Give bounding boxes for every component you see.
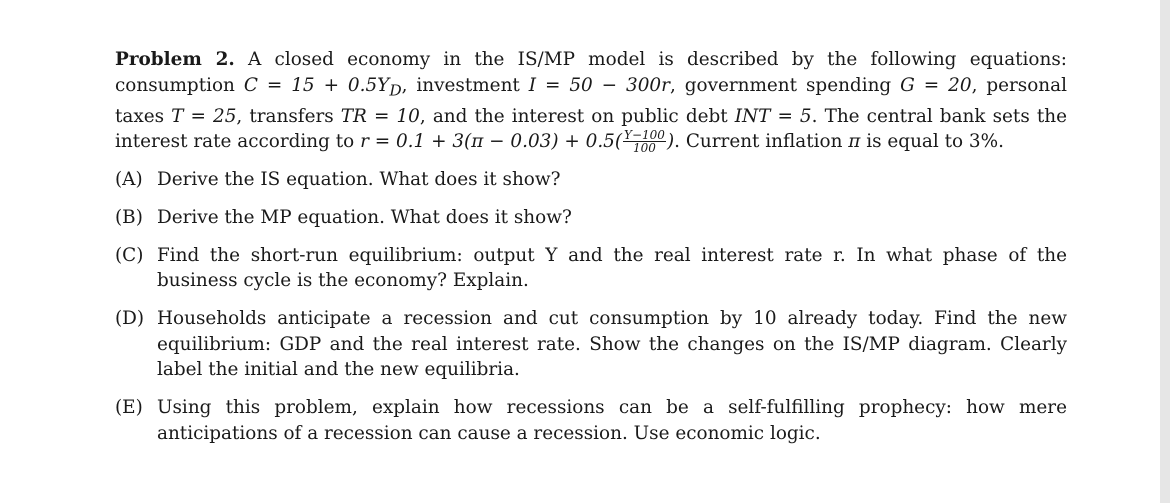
part-label: (A) [115,168,143,190]
interest-text: , and the interest on public debt [419,105,728,127]
fraction-numerator: Y−100 [624,127,665,142]
inflation-text: . Current inflation [674,131,843,153]
central-bank-text: . The central bank sets the interest rate according to [115,105,1067,153]
investment-equation: I = 50 − 300r [528,74,670,96]
government-equation: G = 20 [900,74,972,96]
question-part-d [115,306,1067,383]
inflation-symbol: π [848,131,861,153]
question-parts [115,167,1067,447]
policy-rule-fraction [623,129,666,154]
problem-statement [115,47,1067,155]
policy-rule-equation [360,127,675,155]
part-text: Derive the MP equation. What does it show? [157,206,572,228]
question-part-b [115,205,1067,231]
taxes-text: , personal taxes [115,74,1068,127]
consumption-subscript: D [389,81,402,100]
document-content [115,47,1067,446]
question-part-e [115,395,1067,446]
part-label: (E) [115,397,143,419]
question-part-c [115,243,1067,294]
part-label: (D) [115,308,145,330]
investment-text: , investment [401,74,520,96]
page-edge [1160,0,1170,503]
part-text: Find the short-run equilibrium: output Y and the real interest rate r. In what phase of the business cycle is the economy? Explain. [157,244,1067,292]
transfers-equation: TR = 10 [340,105,420,127]
part-text: Derive the IS equation. What does it show? [157,168,561,190]
question-part-a [115,167,1067,193]
transfers-text: , transfers [236,105,334,127]
consumption-equation [243,74,402,100]
policy-rule-text: r = 0.1 + 3(π − 0.03) + 0.5( [360,131,623,153]
government-text: , government spending [669,74,892,96]
interest-equation: INT = 5 [734,105,812,127]
part-label: (C) [115,244,144,266]
fraction-denominator: 100 [633,140,656,155]
inflation-value: is equal to 3%. [866,131,1004,153]
part-text: Households anticipate a recession and cut consumption by 10 already today. Find the new equilibrium: GDP and the real interest rate. Show the changes on the IS/MP diagram. Clearly label the initial and the new equilibria. [157,308,1067,381]
problem-label: Problem 2. [115,49,235,70]
taxes-equation: T = 25 [171,105,237,127]
problem-intro: A closed economy in the IS/MP model is described by the following equations: consumption [115,49,1067,96]
part-label: (B) [115,206,143,228]
consumption-equation-text: C = 15 + 0.5Y [243,74,390,96]
part-text: Using this problem, explain how recessions can be a self-fulfilling prophecy: how mere anticipations of a recession can cause a recession. Use economic logic. [157,397,1067,444]
policy-rule-close: ) [666,131,675,153]
